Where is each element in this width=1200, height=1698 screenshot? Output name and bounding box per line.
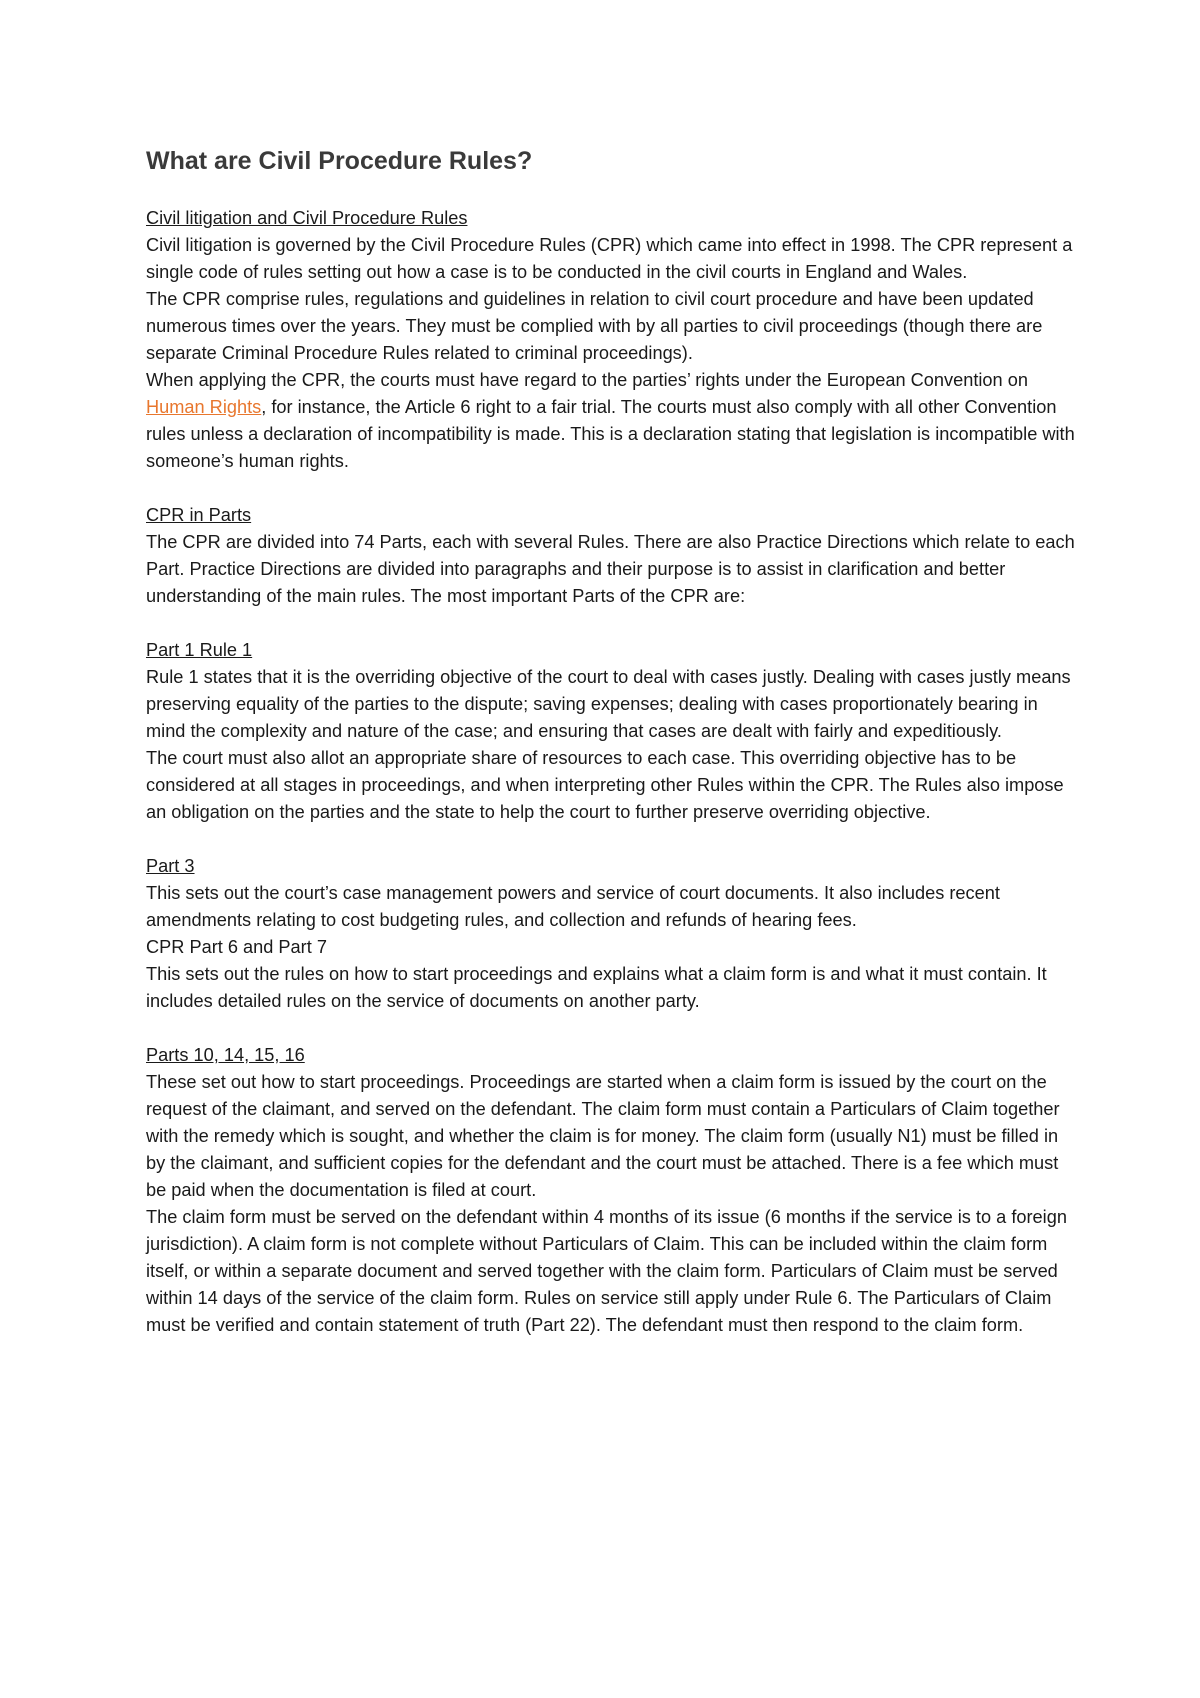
section-heading: Civil litigation and Civil Procedure Rules bbox=[146, 208, 468, 228]
section-heading: CPR in Parts bbox=[146, 505, 252, 525]
section-part-3 bbox=[146, 853, 1076, 1015]
paragraph: The CPR are divided into 74 Parts, each with several Rules. There are also Practice Directions which relate to each Part. Practice Directions are divided into paragraphs and their purpose is to assist in clarification and better understanding of the main rules. The most important Parts of the CPR are: bbox=[146, 532, 1075, 606]
paragraph-text: When applying the CPR, the courts must have regard to the parties’ rights under the European Convention on bbox=[146, 370, 1028, 390]
paragraph-text: , for instance, the Article 6 right to a fair trial. The courts must also comply with all other Convention rules unless a declaration of incompatibility is made. This is a declaration stating that legislation is incompatible with someone’s human rights. bbox=[146, 397, 1075, 471]
paragraph: The court must also allot an appropriate share of resources to each case. This overriding objective has to be considered at all stages in proceedings, and when interpreting other Rules within the CPR. The Rules also impose an obligation on the parties and the state to help the court to further preserve overriding objective. bbox=[146, 748, 1064, 822]
subheading: CPR Part 6 and Part 7 bbox=[146, 937, 327, 957]
human-rights-link[interactable]: Human Rights bbox=[146, 397, 262, 417]
section-part-1-rule-1 bbox=[146, 637, 1076, 826]
paragraph: Rule 1 states that it is the overriding objective of the court to deal with cases justly. Dealing with cases justly means preserving equality of the parties to the dispute; saving expenses; dealing with cases proportionately bearing in mind the complexity and nature of the case; and ensuring that cases are dealt with fairly and expeditiously. bbox=[146, 667, 1071, 741]
paragraph: Civil litigation is governed by the Civil Procedure Rules (CPR) which came into effect in 1998. The CPR represent a single code of rules setting out how a case is to be conducted in the civil courts in England and Wales. bbox=[146, 235, 1073, 282]
paragraph: The claim form must be served on the defendant within 4 months of its issue (6 months if the service is to a foreign jurisdiction). A claim form is not complete without Particulars of Claim. This can be included within the claim form itself, or within a separate document and served together with the claim form. Particulars of Claim must be served within 14 days of the service of the claim form. Rules on service still apply under Rule 6. The Particulars of Claim must be verified and contain statement of truth (Part 22). The defendant must then respond to the claim form. bbox=[146, 1207, 1067, 1335]
section-cpr-in-parts bbox=[146, 502, 1076, 610]
paragraph: These set out how to start proceedings. Proceedings are started when a claim form is issued by the court on the request of the claimant, and served on the defendant. The claim form must contain a Particulars of Claim together with the remedy which is sought, and whether the claim is for money. The claim form (usually N1) must be filled in by the claimant, and sufficient copies for the defendant and the court must be attached. There is a fee which must be paid when the documentation is filed at court. bbox=[146, 1072, 1060, 1200]
document-page bbox=[146, 144, 1076, 1366]
section-parts-10-14-15-16 bbox=[146, 1042, 1076, 1339]
paragraph bbox=[146, 367, 1076, 475]
section-heading: Part 1 Rule 1 bbox=[146, 640, 253, 660]
section-heading: Part 3 bbox=[146, 856, 195, 876]
paragraph: This sets out the rules on how to start proceedings and explains what a claim form is and what it must contain. It includes detailed rules on the service of documents on another party. bbox=[146, 964, 1047, 1011]
section-heading: Parts 10, 14, 15, 16 bbox=[146, 1045, 305, 1065]
paragraph: This sets out the court’s case management powers and service of court documents. It also includes recent amendments relating to cost budgeting rules, and collection and refunds of hearing fees. bbox=[146, 883, 1000, 930]
section-civil-litigation bbox=[146, 205, 1076, 475]
paragraph: The CPR comprise rules, regulations and guidelines in relation to civil court procedure and have been updated numerous times over the years. They must be complied with by all parties to civil proceedings (though there are separate Criminal Procedure Rules related to criminal proceedings). bbox=[146, 289, 1043, 363]
page-title: What are Civil Procedure Rules? bbox=[146, 147, 533, 175]
